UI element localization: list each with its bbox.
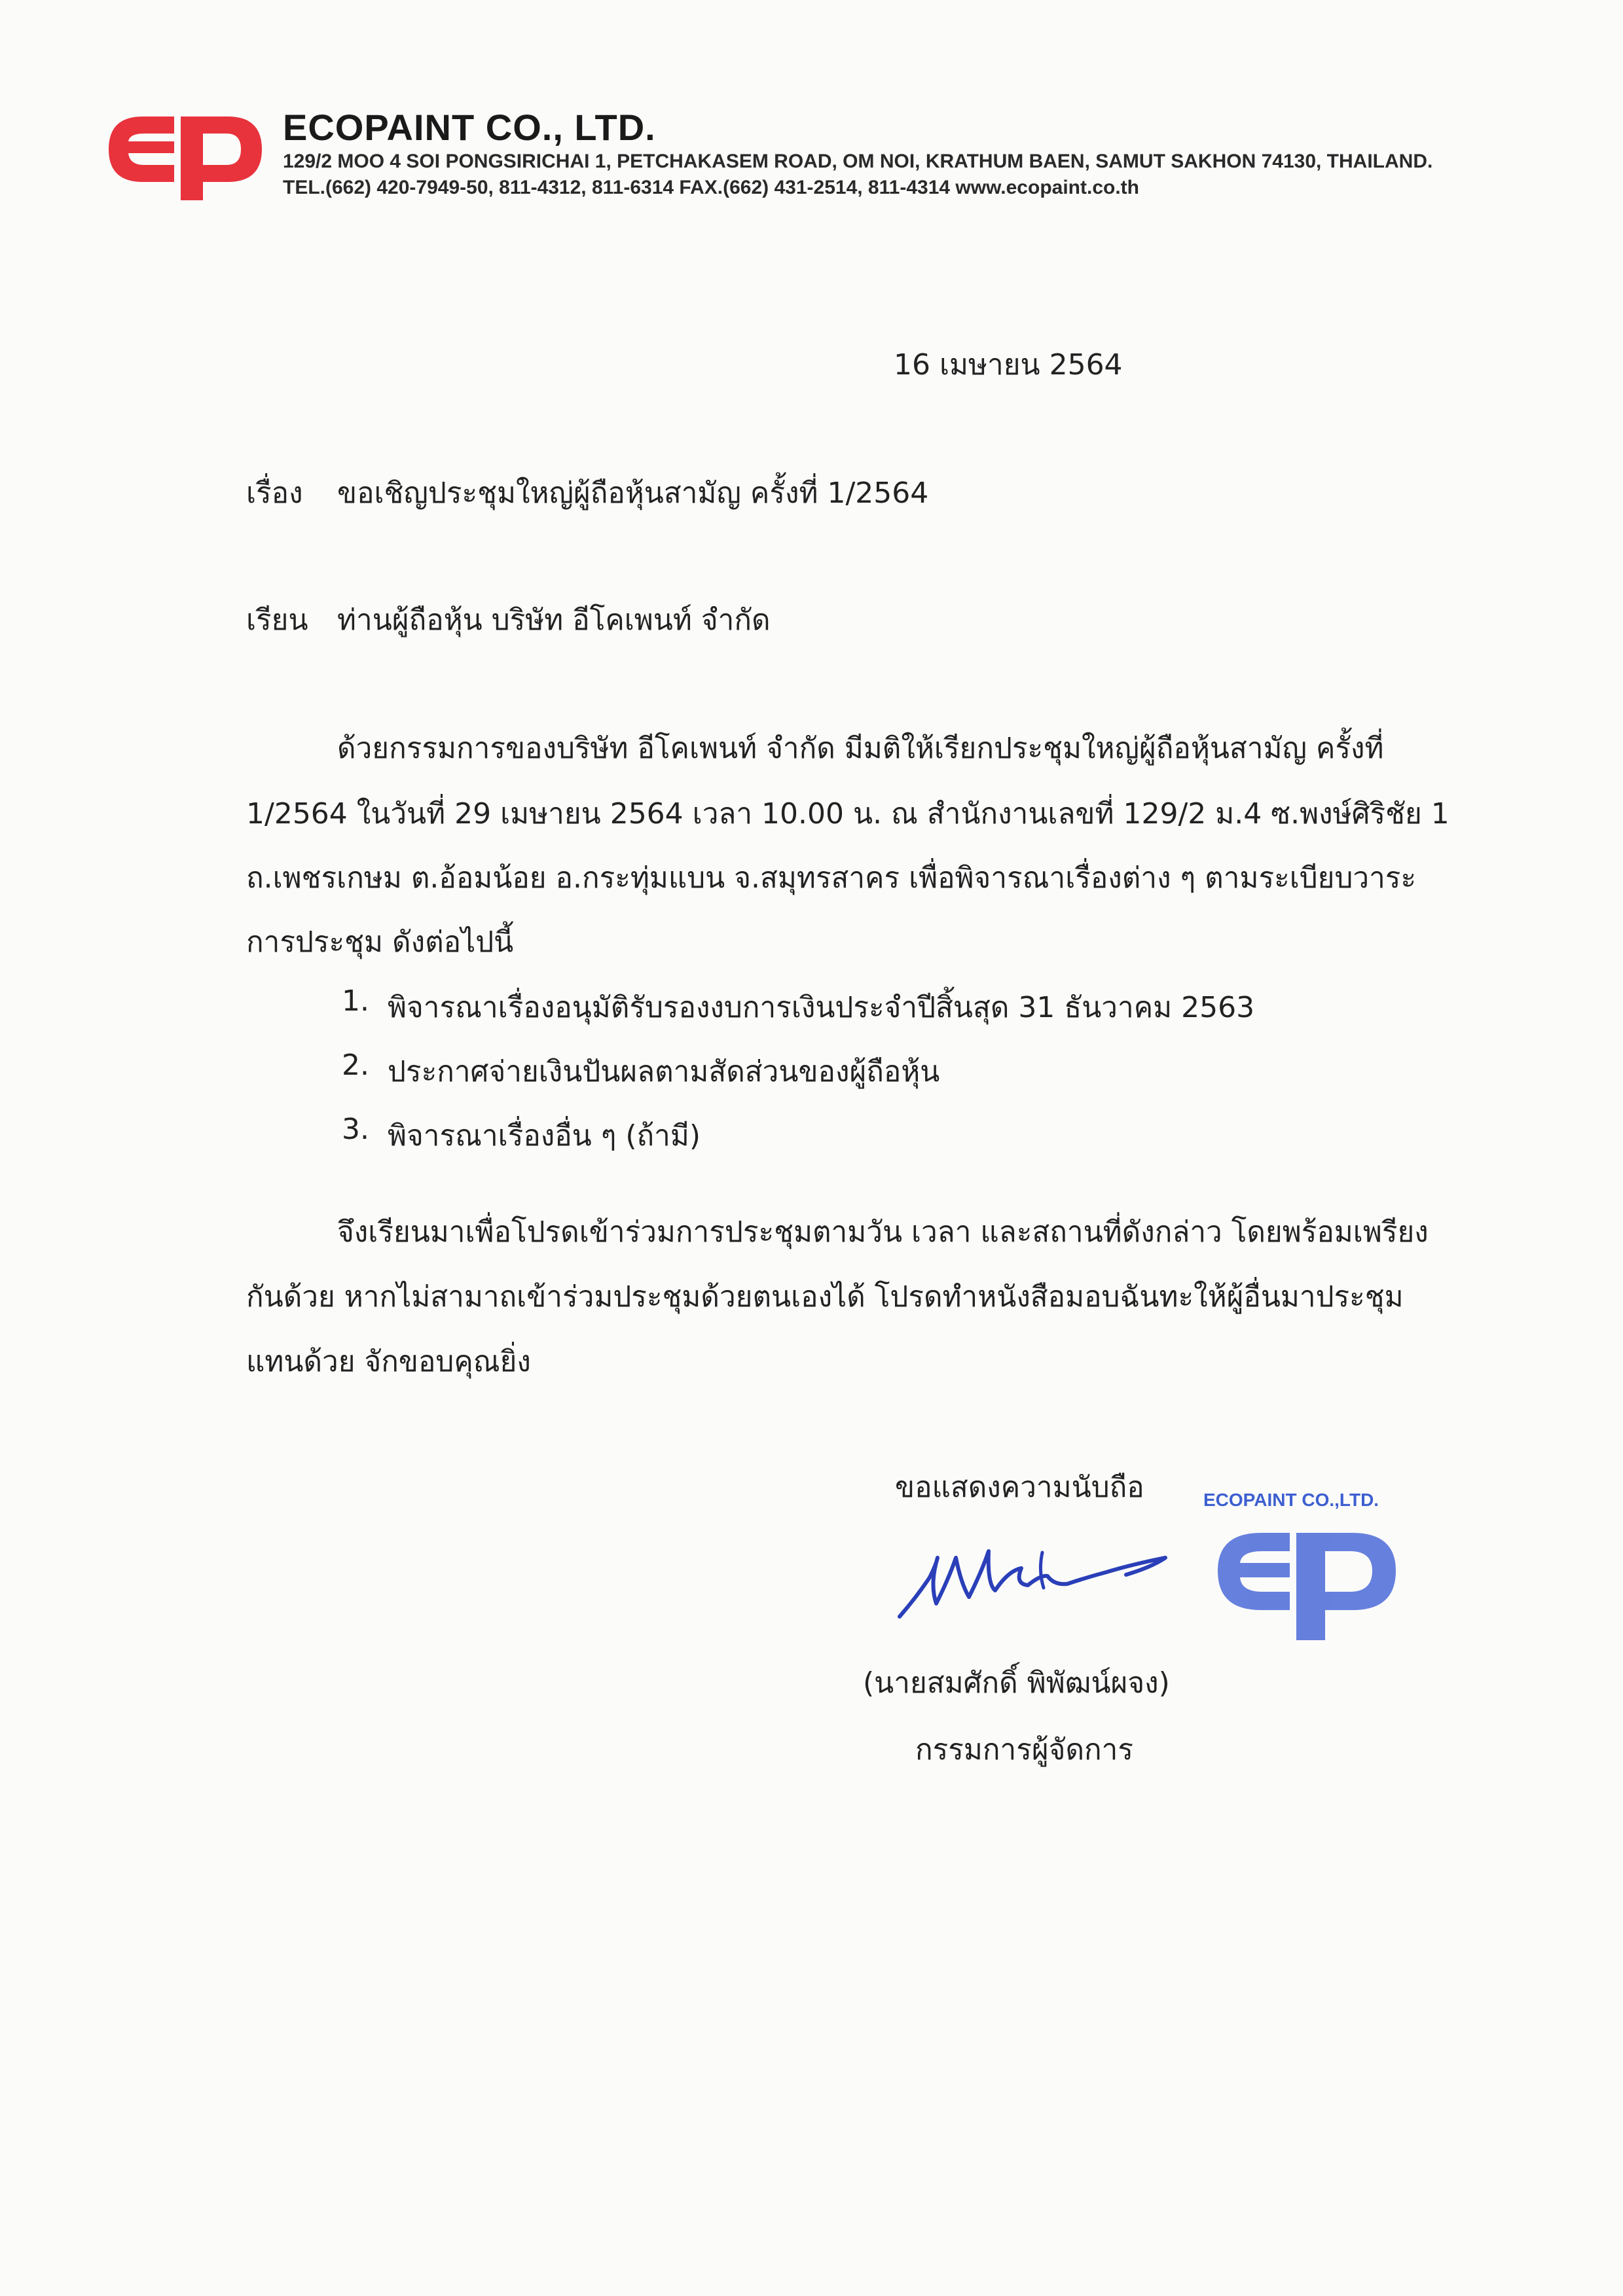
company-address: 129/2 MOO 4 SOI PONGSIRICHAI 1, PETCHAKASEM ROAD, OM NOI, KRATHUM BAEN, SAMUT SAKHON 74130, THAILAND. xyxy=(283,151,1433,172)
letter-date: 16 เมษายน 2564 xyxy=(894,348,1123,382)
company-logo-icon xyxy=(103,105,267,203)
addressee-text: ท่านผู้ถือหุ้น บริษัท อีโคเพนท์ จำกัด xyxy=(337,603,771,637)
agenda-item: พิจารณาเรื่องอื่น ๆ (ถ้ามี) xyxy=(388,1119,701,1153)
signer-name: (นายสมศักดิ์ พิพัฒน์ผจง) xyxy=(863,1666,1170,1700)
agenda-number: 2. xyxy=(342,1049,369,1082)
paragraph2-line: แทนด้วย จักขอบคุณยิ่ง xyxy=(246,1345,531,1378)
closing-text: ขอแสดงความนับถือ xyxy=(895,1471,1144,1504)
stamp-text: ECOPAINT CO.,LTD. xyxy=(1203,1490,1379,1510)
subject-label: เรื่อง xyxy=(246,476,303,510)
subject-text: ขอเชิญประชุมใหญ่ผู้ถือหุ้นสามัญ ครั้งที่ 1/2564 xyxy=(337,476,929,510)
paragraph2-line: จึงเรียนมาเพื่อโปรดเข้าร่วมการประชุมตามวัน เวลา และสถานที่ดังกล่าว โดยพร้อมเพรียง xyxy=(337,1215,1429,1249)
paragraph2-line: กันด้วย หากไม่สามาถเข้าร่วมประชุมด้วยตนเองได้ โปรดทำหนังสือมอบฉันทะให้ผู้อื่นมาประชุม xyxy=(246,1280,1404,1314)
agenda-number: 1. xyxy=(342,984,369,1018)
paragraph1-line: 1/2564 ในวันที่ 29 เมษายน 2564 เวลา 10.00 น. ณ สำนักงานเลขที่ 129/2 ม.4 ซ.พงษ์ศิริชัย 1 xyxy=(246,797,1450,831)
company-stamp-icon xyxy=(1198,1486,1414,1649)
paragraph1-line: การประชุม ดังต่อไปนี้ xyxy=(246,925,514,959)
addressee-label: เรียน xyxy=(246,603,308,637)
paragraph1-line: ถ.เพชรเกษม ต.อ้อมน้อย อ.กระทุ่มแบน จ.สมุทรสาคร เพื่อพิจารณาเรื่องต่าง ๆ ตามระเบียบวาระ xyxy=(246,861,1417,895)
agenda-item: ประกาศจ่ายเงินปันผลตามสัดส่วนของผู้ถือหุ้น xyxy=(388,1055,940,1088)
agenda-item: พิจารณาเรื่องอนุมัติรับรองงบการเงินประจำปีสิ้นสุด 31 ธันวาคม 2563 xyxy=(388,991,1255,1024)
agenda-number: 3. xyxy=(342,1113,369,1146)
paragraph1-line: ด้วยกรรมการของบริษัท อีโคเพนท์ จำกัด มีมติให้เรียกประชุมใหญ่ผู้ถือหุ้นสามัญ ครั้งที่ xyxy=(337,732,1384,765)
signer-title: กรรมการผู้จัดการ xyxy=(915,1733,1134,1767)
company-name: ECOPAINT CO., LTD. xyxy=(283,107,656,148)
company-contact: TEL.(662) 420-7949-50, 811-4312, 811-6314 FAX.(662) 431-2514, 811-4314 www.ecopaint.co.th xyxy=(283,177,1139,198)
signature-icon xyxy=(890,1512,1205,1630)
